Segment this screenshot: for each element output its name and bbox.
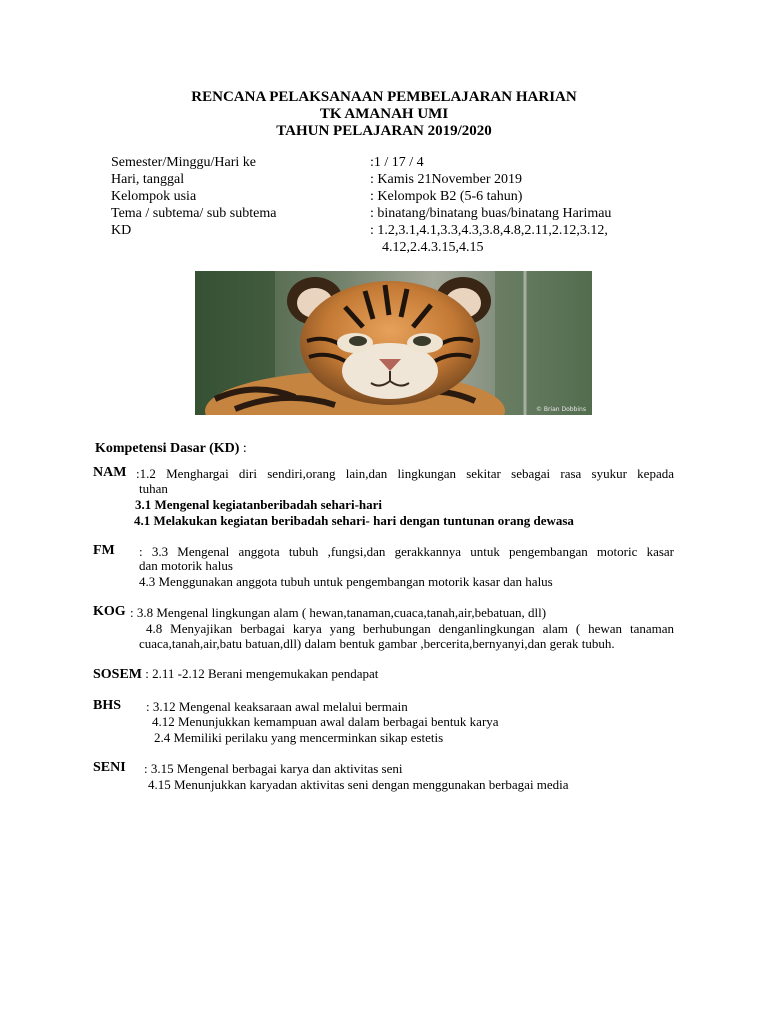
info-value: : Kamis 21November 2019 [370,172,523,187]
bhs-line-1: : 3.12 Mengenal keaksaraan awal melalui bermain [146,699,408,714]
bhs-line-3: 2.4 Memiliki perilaku yang mencerminkan sikap estetis [154,730,444,745]
nam-line-2: 3.1 Mengenal kegiatanberibadah sehari-hari [135,497,383,512]
nam-line-1b: tuhan [139,481,168,496]
fm-label: FM [93,543,115,558]
nam-line-3: 4.1 Melakukan kegiatan beribadah sehari- hari dengan tuntunan orang dewasa [134,513,574,528]
photo-credit: © Brian Dobbins [535,406,586,413]
kog-line-2: 4.8 Menyajikan berbagai karya yang berhubungan denganlingkungan alam ( hewan tanaman [146,621,674,636]
tiger-cub-photo [195,271,592,415]
nam-line-1: :1.2 Menghargai diri sendiri,orang lain,dan lingkungan sekitar sebagai rasa syukur kepada [136,466,674,481]
bhs-line-2: 4.12 Menunjukkan kemampuan awal dalam berbagai bentuk karya [152,714,499,729]
info-value: : Kelompok B2 (5-6 tahun) [370,189,523,204]
kog-label: KOG [93,604,126,619]
kompetensi-title [95,441,247,457]
fm-line-1b: dan motorik halus [139,558,233,573]
seni-line-2: 4.15 Menunjukkan karyadan aktivitas seni dengan menggunakan berbagai media [148,777,569,792]
info-value: :1 / 17 / 4 [370,155,424,170]
kompetensi-title-colon: : [239,441,247,456]
seni-label: SENI [93,760,126,775]
kompetensi-title-text: Kompetensi Dasar (KD) [95,441,240,456]
tiger-cub-icon [195,271,592,415]
title-line-1: RENCANA PELAKSANAAN PEMBELAJARAN HARIAN [191,89,577,105]
sosem-line-1: : 2.11 -2.12 Berani mengemukakan pendapat [142,666,379,681]
info-row-kd [111,223,711,240]
info-row-age-group [111,189,711,206]
info-value: : binatang/binatang buas/binatang Harimau [370,206,612,221]
info-row-date [111,172,711,189]
info-row-theme [111,206,711,223]
kog-line-1: : 3.8 Mengenal lingkungan alam ( hewan,tanaman,cuaca,tanah,air,bebatuan, dll) [130,605,547,620]
info-label: Tema / subtema/ sub subtema [111,206,277,221]
info-value-kd-cont: 4.12,2.4.3.15,4.15 [382,240,484,255]
sosem-label: SOSEM [93,667,143,682]
sosem-row [93,666,378,682]
seni-line-1: : 3.15 Mengenal berbagai karya dan aktivitas seni [144,761,403,776]
info-label: Kelompok usia [111,189,197,204]
title-line-2: TK AMANAH UMI [319,106,449,122]
info-label: KD [111,223,132,238]
info-label: Semester/Minggu/Hari ke [111,155,257,170]
fm-line-1: : 3.3 Mengenal anggota tubuh ,fungsi,dan gerakkannya untuk pengembangan motoric kasar [139,544,674,559]
fm-line-2: 4.3 Menggunakan anggota tubuh untuk pengembangan motorik kasar dan halus [139,574,553,589]
title-line-3: TAHUN PELAJARAN 2019/2020 [276,123,492,139]
info-value: : 1.2,3.1,4.1,3.3,4.3,3.8,4.8,2.11,2.12,3.12, [370,223,608,238]
info-label: Hari, tanggal [111,172,185,187]
info-row-semester [111,155,711,172]
kog-line-2b: cuaca,tanah,air,batu batuan,dll) dalam bentuk gambar ,bercerita,bernyanyi,dan gerak tubuh. [139,636,615,651]
nam-label: NAM [93,465,127,480]
bhs-label: BHS [93,698,122,713]
